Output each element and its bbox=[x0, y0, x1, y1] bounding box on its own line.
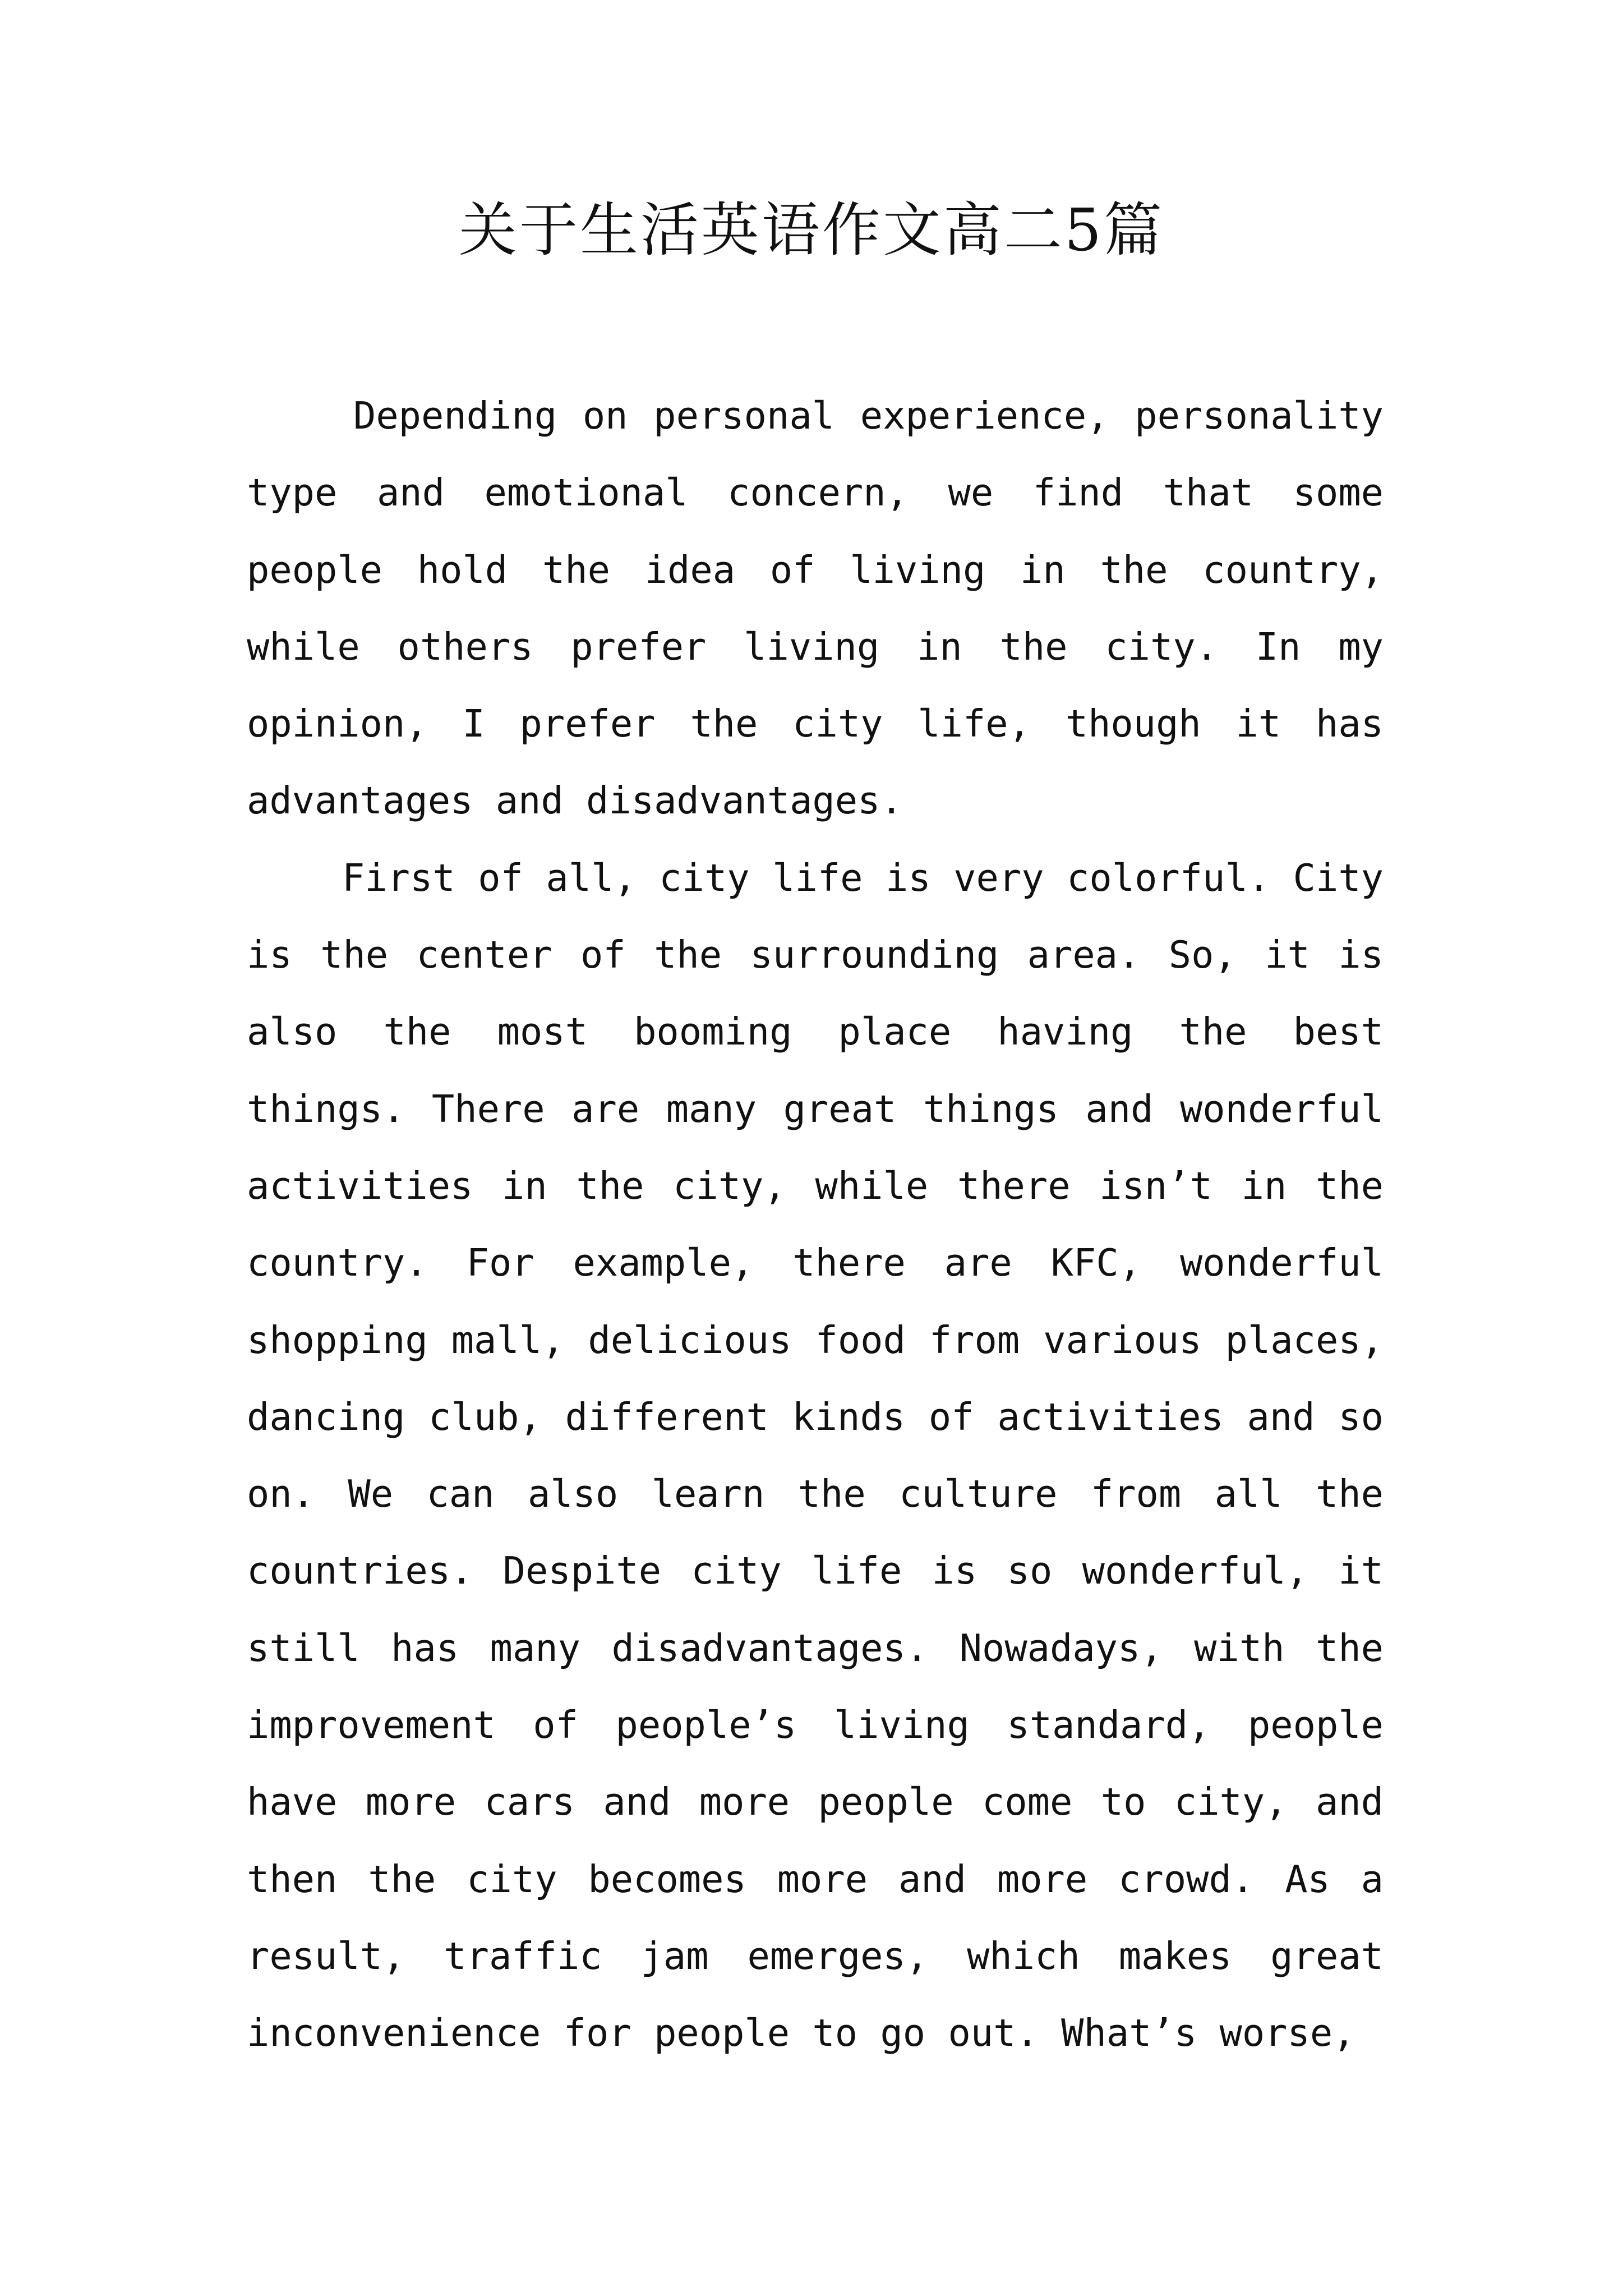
paragraph-1: Depending on personal experience, personality type and emotional concern, we find that some people hold the idea of living in the country, while others prefer living in the city. In my opinion, I prefer the city life, though it has advantages and disadvantages. bbox=[247, 394, 1384, 823]
page-title: 关于生活英语作文高二5篇 bbox=[458, 196, 1165, 264]
document-body bbox=[247, 378, 1384, 2072]
paragraph-2: First of all, city life is very colorful. City is the center of the surrounding area. So, it is also the most booming place having the best things. There are many great things and wonderful activities in the city, while there isn’t in the country. For example, there are KFC, wonderful shopping mall, delicious food from various places, dancing club, different kinds of activities and so on. We can also learn the culture from all the countries. Despite city life is so wonderful, it still has many disadvantages. Nowadays, with the improvement of people’s living standard, people have more cars and more people come to city, and then the city becomes more and more crowd. As a result, traffic jam emerges, which makes great inconvenience for people to go out. What’s worse, bbox=[247, 855, 1384, 2055]
